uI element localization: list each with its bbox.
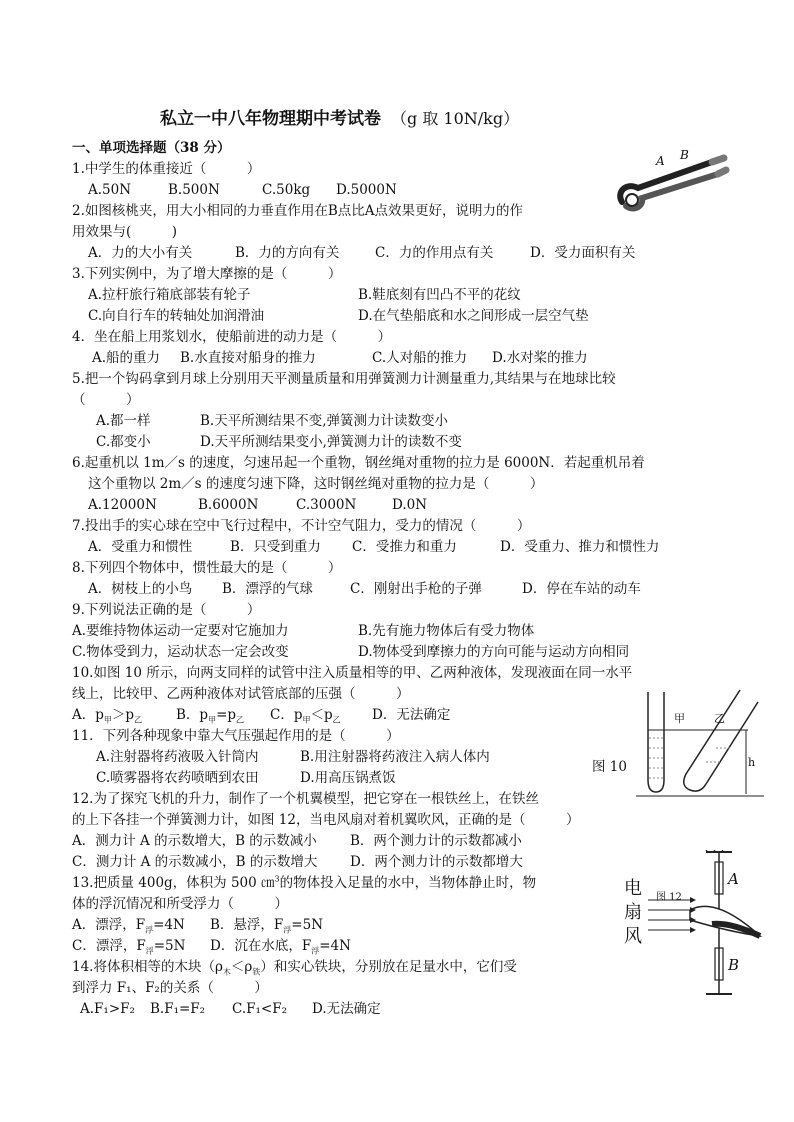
- q2-option-b: B．力的方向有关: [235, 245, 340, 261]
- q10-lt: ＜: [310, 707, 324, 723]
- q8-stem: 8.下列四个物体中，惯性最大的是（ ）: [72, 560, 342, 576]
- q10-option-d: D．无法确定: [372, 707, 451, 723]
- q10-stem-line1: 10.如图 10 所示，向两支同样的试管中注入质量相等的甲、乙两种液体，发现液面在同一水平: [72, 665, 633, 681]
- q1-option-d: D.5000N: [336, 182, 397, 198]
- q6-option-a: A.12000N: [88, 497, 157, 513]
- wing-figure: [620, 850, 770, 998]
- q5-option-c: C.都变小: [96, 434, 151, 450]
- q4-option-c: C.人对船的推力: [372, 350, 468, 366]
- q4-option-a: A.船的重力: [92, 350, 161, 366]
- q13-sub-fu: 浮: [283, 925, 292, 935]
- q10-sub-yi: 乙: [134, 715, 143, 725]
- q13-sub-fu: 浮: [145, 925, 154, 935]
- fan-label-1: 电: [624, 878, 642, 899]
- q12-option-a: A．测力计 A 的示数增大，B 的示数减小: [72, 833, 317, 849]
- q13-option-a: [72, 916, 185, 934]
- figure-10-caption: 图 10: [592, 759, 627, 775]
- q12-stem-line1: 12.为了探究飞机的升力，制作了一个机翼模型，把它穿在一根铁丝上，在铁丝: [72, 791, 539, 807]
- q4-option-b: B.水直接对船身的推力: [180, 350, 316, 366]
- q14-option-d: D.无法确定: [312, 1001, 381, 1017]
- q14-stem-line2: 到浮力 F₁、F₂的关系（ ）: [72, 980, 268, 996]
- q8-option-c: C．刚射出手枪的子弹: [350, 581, 482, 597]
- tube-label-yi: 乙: [714, 712, 725, 725]
- q10-stem-line2: 线上，比较甲、乙两种液体对试管底部的压强（ ）: [72, 686, 410, 702]
- q14-stem-part3: ）和实心铁块，分别放在足量水中，它们受: [260, 959, 517, 975]
- q2-option-d: D．受力面积有关: [530, 245, 636, 261]
- fan-label-3: 风: [624, 926, 642, 947]
- q10-eq: =: [216, 707, 228, 723]
- q6-option-c: C.3000N: [296, 497, 357, 513]
- q11-stem: 11．下列各种现象中靠大气压强起作用的是（ ）: [72, 728, 400, 744]
- q11-option-d: D.用高压锅煮饭: [300, 770, 396, 786]
- q5-option-b: B.天平所测结果不变,弹簧测力计读数变小: [200, 413, 449, 429]
- q10-sub-jia: 甲: [208, 715, 217, 725]
- q9-option-b: B.先有施力物体后有受力物体: [358, 623, 535, 639]
- q3-stem: 3.下列实例中，为了增大摩擦的是（ ）: [72, 266, 342, 282]
- q13-option-b-val: =5N: [291, 917, 324, 933]
- q14-sub-tie: 铁: [252, 967, 261, 977]
- q14-option-c: C.F₁<F₂: [232, 1001, 288, 1017]
- q1-option-a: A.50N: [88, 182, 132, 198]
- q10-sub-jia: 甲: [103, 715, 112, 725]
- q2-option-c: C．力的作用点有关: [375, 245, 494, 261]
- q14-option-a: A.F₁>F₂: [80, 1001, 135, 1017]
- q6-stem-line1: 6.起重机以 1m／s 的速度，匀速吊起一个重物，钢丝绳对重物的拉力是 6000N．若起重机吊着: [72, 455, 645, 471]
- q13-option-d-val: =4N: [319, 938, 351, 954]
- q3-option-a: A.拉杆旅行箱底部装有轮子: [88, 287, 251, 303]
- q12-option-b: B．两个测力计的示数都减小: [350, 833, 522, 849]
- q14-option-b: B.F₁=F₂: [150, 1001, 206, 1017]
- q7-option-c: C．受推力和重力: [352, 539, 457, 555]
- q13-sub-fu: 浮: [311, 946, 320, 956]
- q5-option-d: D.天平所测结果变小,弹簧测力计的读数不变: [200, 434, 462, 450]
- q10-option-c-p: C．p: [270, 707, 303, 723]
- q10-sub-yi: 乙: [236, 715, 245, 725]
- q14-sub-mu: 木: [222, 967, 231, 977]
- q8-option-a: A．树枝上的小鸟: [88, 581, 193, 597]
- q4-option-d: D.水对桨的推力: [492, 350, 588, 366]
- q14-stem-part2: ＜ρ: [230, 959, 253, 975]
- q13-option-c: [72, 937, 185, 955]
- q12-stem-line2: 的上下各挂一个弹簧测力计，如图 12，当电风扇对着机翼吹风，正确的是（ ）: [72, 812, 580, 828]
- q3-option-c: C.向自行车的转轴处加润滑油: [88, 308, 265, 324]
- q13-option-a-text: A．漂浮，F: [72, 917, 146, 933]
- q13-cubic-sup: 3: [274, 874, 280, 884]
- figure-12-caption: 图 12: [656, 892, 682, 903]
- q9-option-d: D.物体受到摩擦力的方向可能与运动方向相同: [358, 644, 630, 660]
- q13-stem-part1: 13.把质量 400g，体积为 500 ㎝: [72, 875, 275, 891]
- q9-stem: 9.下列说法正确的是（ ）: [72, 602, 261, 618]
- q9-option-c: C.物体受到力，运动状态一定会改变: [72, 644, 289, 660]
- q1-stem: 1.中学生的体重接近（ ）: [72, 161, 261, 177]
- q6-option-d: D.0N: [392, 497, 428, 513]
- test-tube-figure: [636, 688, 764, 798]
- q11-option-b: B.用注射器将药液注入病人体内: [300, 749, 490, 765]
- q8-option-d: D．停在车站的动车: [522, 581, 641, 597]
- q11-option-c: C.喷雾器将农药喷晒到农田: [96, 770, 259, 786]
- title-text: 私立一中八年物理期中考试卷: [160, 109, 381, 129]
- q10-option-c: C．$p_甲<p_乙$: [270, 707, 341, 725]
- tube-label-h: h: [748, 756, 756, 769]
- q7-option-d: D．受重力、推力和惯性力: [500, 539, 660, 555]
- q10-sub-jia: 甲: [302, 715, 311, 725]
- q12-option-c: C．测力计 A 的示数减小，B 的示数增大: [72, 854, 318, 870]
- tube-label-jia: 甲: [674, 712, 685, 725]
- figure-label-a: A: [656, 154, 665, 168]
- q1-option-b: B.500N: [168, 182, 220, 198]
- q13-option-d: [210, 937, 351, 955]
- exam-title: [160, 104, 519, 129]
- q13-stem-line1: [72, 874, 536, 892]
- q9-option-a: A.要维持物体运动一定要对它施加力: [72, 623, 289, 639]
- q7-option-a: A．受重力和惯性: [88, 539, 193, 555]
- q10-option-b-p: B．p: [176, 707, 209, 723]
- q14-stem-line1: [72, 958, 517, 976]
- nutcracker-figure: [612, 140, 730, 220]
- q1-option-c: C.50kg: [262, 182, 311, 198]
- q13-option-b: [210, 916, 323, 934]
- q5-option-a: A.都一样: [96, 413, 151, 429]
- spring-label-b: B: [728, 956, 740, 974]
- q11-option-a: A.注射器将药液吸入针筒内: [96, 749, 259, 765]
- q2-stem-line1: 2.如图核桃夹，用大小相同的力垂直作用在B点比A点效果更好，说明力的作: [72, 203, 524, 219]
- q6-stem-line2: 这个重物以 2m／s 的速度匀速下降，这时钢丝绳对重物的拉力是（ ）: [88, 476, 544, 492]
- q6-option-b: B.6000N: [198, 497, 259, 513]
- q10-sub-yi: 乙: [332, 715, 341, 725]
- q5-stem-line2: （ ）: [72, 392, 140, 408]
- q10-option-a: A．$p_甲>p_乙$: [72, 707, 143, 725]
- q4-stem: 4．坐在船上用浆划水，使船前进的动力是（ ）: [72, 329, 392, 345]
- spring-label-a: A: [728, 870, 739, 888]
- q2-stem-line2: 用效果与( ): [72, 224, 178, 240]
- q14-stem-part1: 14.将体积相等的木块（ρ: [72, 959, 223, 975]
- q2-option-a: A．力的大小有关: [88, 245, 193, 261]
- q13-option-d-text: D．沉在水底，F: [210, 938, 312, 954]
- q13-stem-line2: 体的浮沉情况和所受浮力（ ）: [72, 896, 288, 912]
- q10-gt: ＞: [111, 707, 126, 723]
- q13-option-c-val: =5N: [153, 938, 186, 954]
- q10-option-a-p: A．p: [72, 707, 104, 723]
- q13-stem-part2: 的物体投入足量的水中，当物体静止时，物: [279, 875, 537, 891]
- q5-stem-line1: 5.把一个钩码拿到月球上分别用天平测量质量和用弹簧测力计测量重力,其结果与在地球比较: [72, 371, 616, 387]
- q12-option-d: D．两个测力计的示数都增大: [350, 854, 523, 870]
- q8-option-b: B．漂浮的气球: [222, 581, 313, 597]
- section-heading: 一、单项选择题（38 分）: [72, 140, 231, 156]
- q13-option-a-val: =4N: [153, 917, 185, 933]
- q13-option-b-text: B．悬浮，F: [210, 917, 284, 933]
- figure-label-b: B: [680, 148, 689, 162]
- q13-sub-fu: 浮: [145, 946, 154, 956]
- q13-option-c-text: C．漂浮，F: [72, 938, 146, 954]
- title-note: （g 取 10N/kg）: [391, 109, 520, 128]
- q3-option-d: D.在气垫船底和水之间形成一层空气垫: [358, 308, 589, 324]
- q7-option-b: B．只受到重力: [230, 539, 321, 555]
- fan-label-2: 扇: [624, 902, 642, 923]
- q3-option-b: B.鞋底刻有凹凸不平的花纹: [358, 287, 521, 303]
- q10-option-b: B．$p_甲=p_乙$: [176, 707, 245, 725]
- q7-stem: 7.投出手的实心球在空中飞行过程中，不计空气阻力，受力的情况（ ）: [72, 518, 531, 534]
